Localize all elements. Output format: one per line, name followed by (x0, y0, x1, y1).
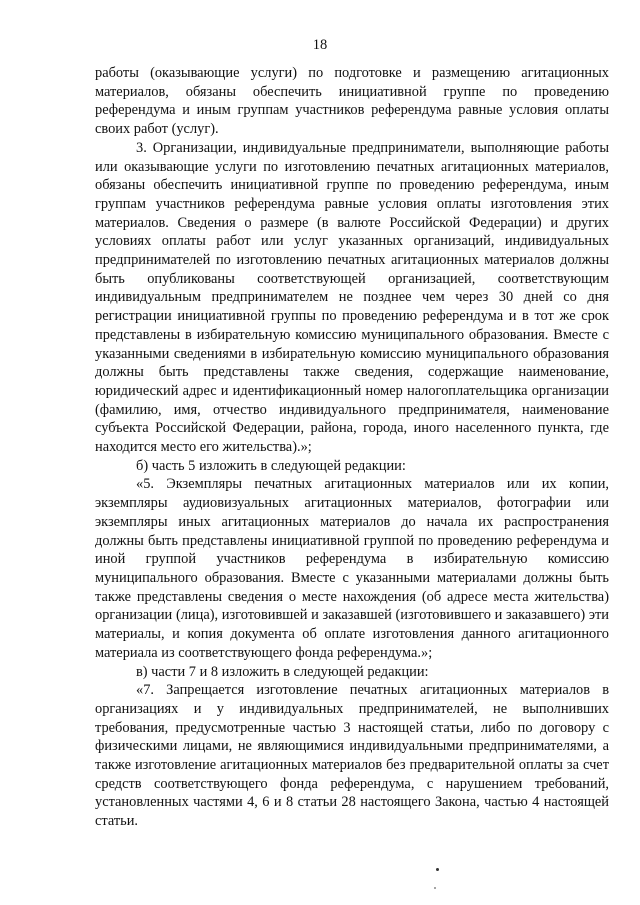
paragraph-part-5: «5. Экземпляры печатных агитационных материалов или их копии, экземпляры аудиовизуальных агитационных материалов, фотографии или экземпляры иных агитационных материалов до начала их распространения должны быть представлены инициативной группой по проведению референдума и иной группой участников референдума в избирательную комиссию муниципального образования. Вместе с указанными материалами должны быть также представлены сведения о месте нахождения (об адресе места жительства) организации (лица), изготовившей и заказавшей (изготовившего и заказавшего) эти материалы, и копия документа об оплате изготовления данного агитационного материала из соответствующего фонда референдума.»; (95, 476, 609, 661)
paragraph-amendment-b: б) часть 5 изложить в следующей редакции: (136, 457, 406, 474)
page-number: 18 (312, 37, 328, 53)
scan-speck (436, 868, 439, 871)
paragraph-part-7: «7. Запрещается изготовление печатных агитационных материалов в организациях и у индивидуальных предпринимателей, не выполнивших требования, предусмотренные частью 3 настоящей статьи, либо по договору с физическими лицами, не являющимися индивидуальными предпринимателями, а также изготовление агитационных материалов без предварительной оплаты за счет средств соответствующего фонда референдума, с нарушением требований, установленных частями 4, 6 и 8 статьи 28 настоящего Закона, частью 4 настоящей статьи. (95, 682, 609, 830)
paragraph-continuation: работы (оказывающие услуги) по подготовке и размещению агитационных материалов, обязаны обеспечить инициативной группе по проведению референдума и иным группам участников референдума равные условия оплаты своих работ (услуг). (95, 65, 609, 138)
paragraph-amendment-v: в) части 7 и 8 изложить в следующей редакции: (136, 663, 429, 680)
scan-speck (434, 887, 436, 889)
paragraph-part-3: 3. Организации, индивидуальные предприниматели, выполняющие работы или оказывающие услуги по изготовлению печатных агитационных материалов, обязаны обеспечить инициативной группе по проведению референдума, иным группам участников референдума равные условия оплаты изготовления этих материалов. Сведения о размере (в валюте Российской Федерации) и других условиях оплаты работ или услуг указанных организаций, индивидуальных предпринимателей по изготовлению печатных агитационных материалов должны быть опубликованы соответствующей организацией, соответствующим индивидуальным предпринимателем не позднее чем через 30 дней со дня регистрации инициативной группы по проведению референдума и в тот же срок представлены в избирательную комиссию муниципального образования. Вместе с указанными сведениями в избирательную комиссию муниципального образования должны быть представлены также сведения, содержащие наименование, юридический адрес и идентификационный номер налогоплательщика организации (фамилию, имя, отчество индивидуального предпринимателя, наименование субъекта Российской Федерации, района, города, иного населенного пункта, где находится место его жительства).»; (95, 139, 609, 456)
document-body (95, 64, 609, 831)
